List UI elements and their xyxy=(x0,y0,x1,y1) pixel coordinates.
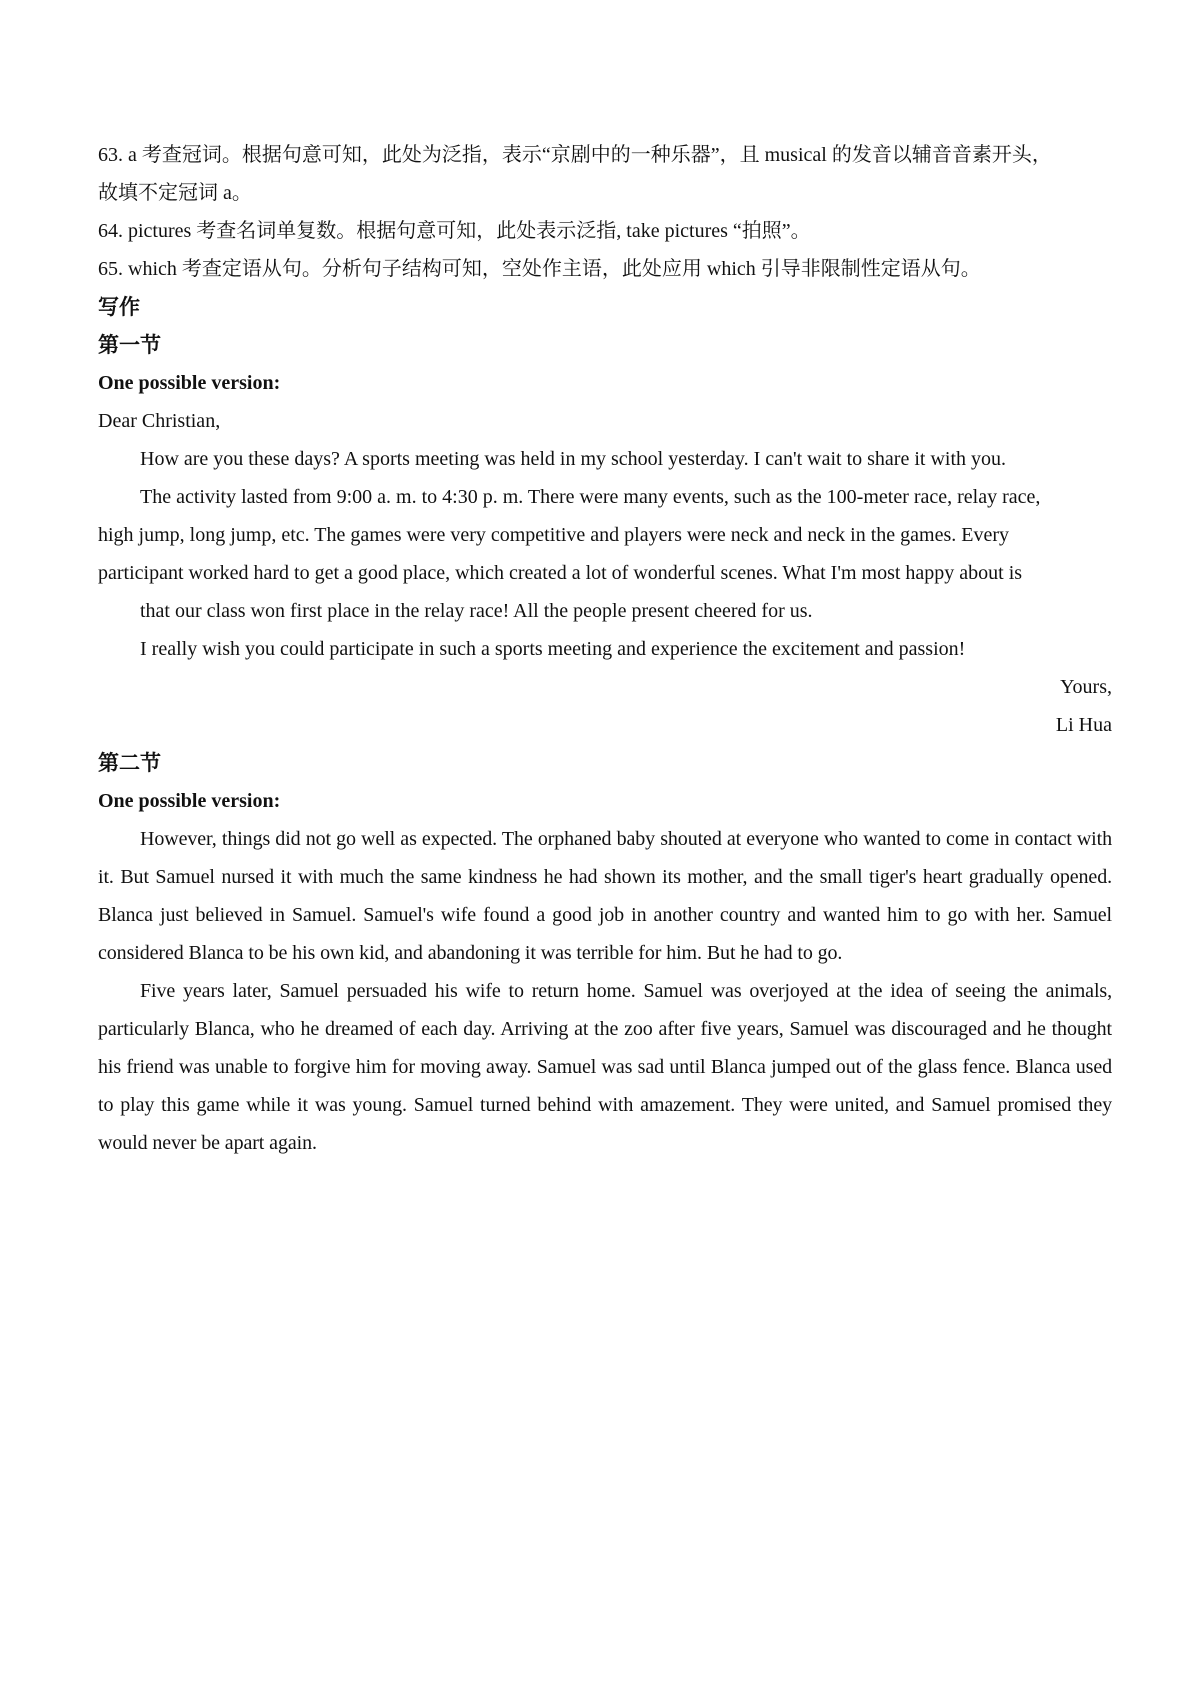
letter-salutation: Dear Christian, xyxy=(98,410,221,432)
letter-closing: Yours, xyxy=(1060,676,1112,698)
answer-64-line-1: 64. pictures 考查名词单复数。根据句意可知，此处表示泛指, take pictures “拍照”。 xyxy=(98,220,811,242)
section-2-label: One possible version: xyxy=(98,790,281,812)
section-2-heading: 第二节 xyxy=(98,751,161,775)
writing-heading: 写作 xyxy=(98,295,140,319)
letter-signature: Li Hua xyxy=(1055,714,1112,736)
letter xyxy=(98,402,1112,744)
story-paragraph-2: Five years later, Samuel persuaded his wife to return home. Samuel was overjoyed at the idea of seeing the animals, particularly Blanca, who he dreamed of each day. Arriving at the zoo after five years, Samuel was discouraged and he thought his friend was unable to forgive him for moving away. Samuel was sad until Blanca jumped out of the glass fence. Blanca used to play this game while it was young. Samuel turned behind with amazement. They were united, and Samuel promised they would never be apart again. xyxy=(98,980,1112,1154)
letter-line-1: How are you these days? A sports meeting was held in my school yesterday. I can't wait to share it with you. xyxy=(140,448,1007,470)
section-1-heading: 第一节 xyxy=(98,333,161,357)
document-page xyxy=(98,136,1112,1162)
letter-line-4: participant worked hard to get a good place, which created a lot of wonderful scenes. What I'm most happy about is xyxy=(98,562,1023,584)
letter-line-3: high jump, long jump, etc. The games were very competitive and players were neck and neck in the games. Every xyxy=(98,524,1009,546)
answer-65-line-1: 65. which 考查定语从句。分析句子结构可知，空处作主语，此处应用 which 引导非限制性定语从句。 xyxy=(98,258,981,280)
letter-line-5: that our class won first place in the relay race! All the people present cheered for us. xyxy=(140,600,813,622)
letter-line-6: I really wish you could participate in such a sports meeting and experience the excitement and passion! xyxy=(140,638,966,660)
answer-64 xyxy=(98,212,1112,250)
answer-63 xyxy=(98,136,1112,212)
answer-63-line-2: 故填不定冠词 a。 xyxy=(98,182,252,204)
story-paragraph-1: However, things did not go well as expected. The orphaned baby shouted at everyone who wanted to come in contact with it. But Samuel nursed it with much the same kindness he had shown its mother, and the small tiger's heart gradually opened. Blanca just believed in Samuel. Samuel's wife found a good job in another country and wanted him to go with her. Samuel considered Blanca to be his own kid, and abandoning it was terrible for him. But he had to go. xyxy=(98,828,1112,964)
answer-65 xyxy=(98,250,1112,288)
letter-line-2: The activity lasted from 9:00 a. m. to 4:30 p. m. There were many events, such as the 100-meter race, relay race, xyxy=(140,486,1041,508)
section-1-label: One possible version: xyxy=(98,372,281,394)
answer-63-line-1: 63. a 考查冠词。根据句意可知，此处为泛指，表示“京剧中的一种乐器”，且 musical 的发音以辅音音素开头， xyxy=(98,144,1052,166)
